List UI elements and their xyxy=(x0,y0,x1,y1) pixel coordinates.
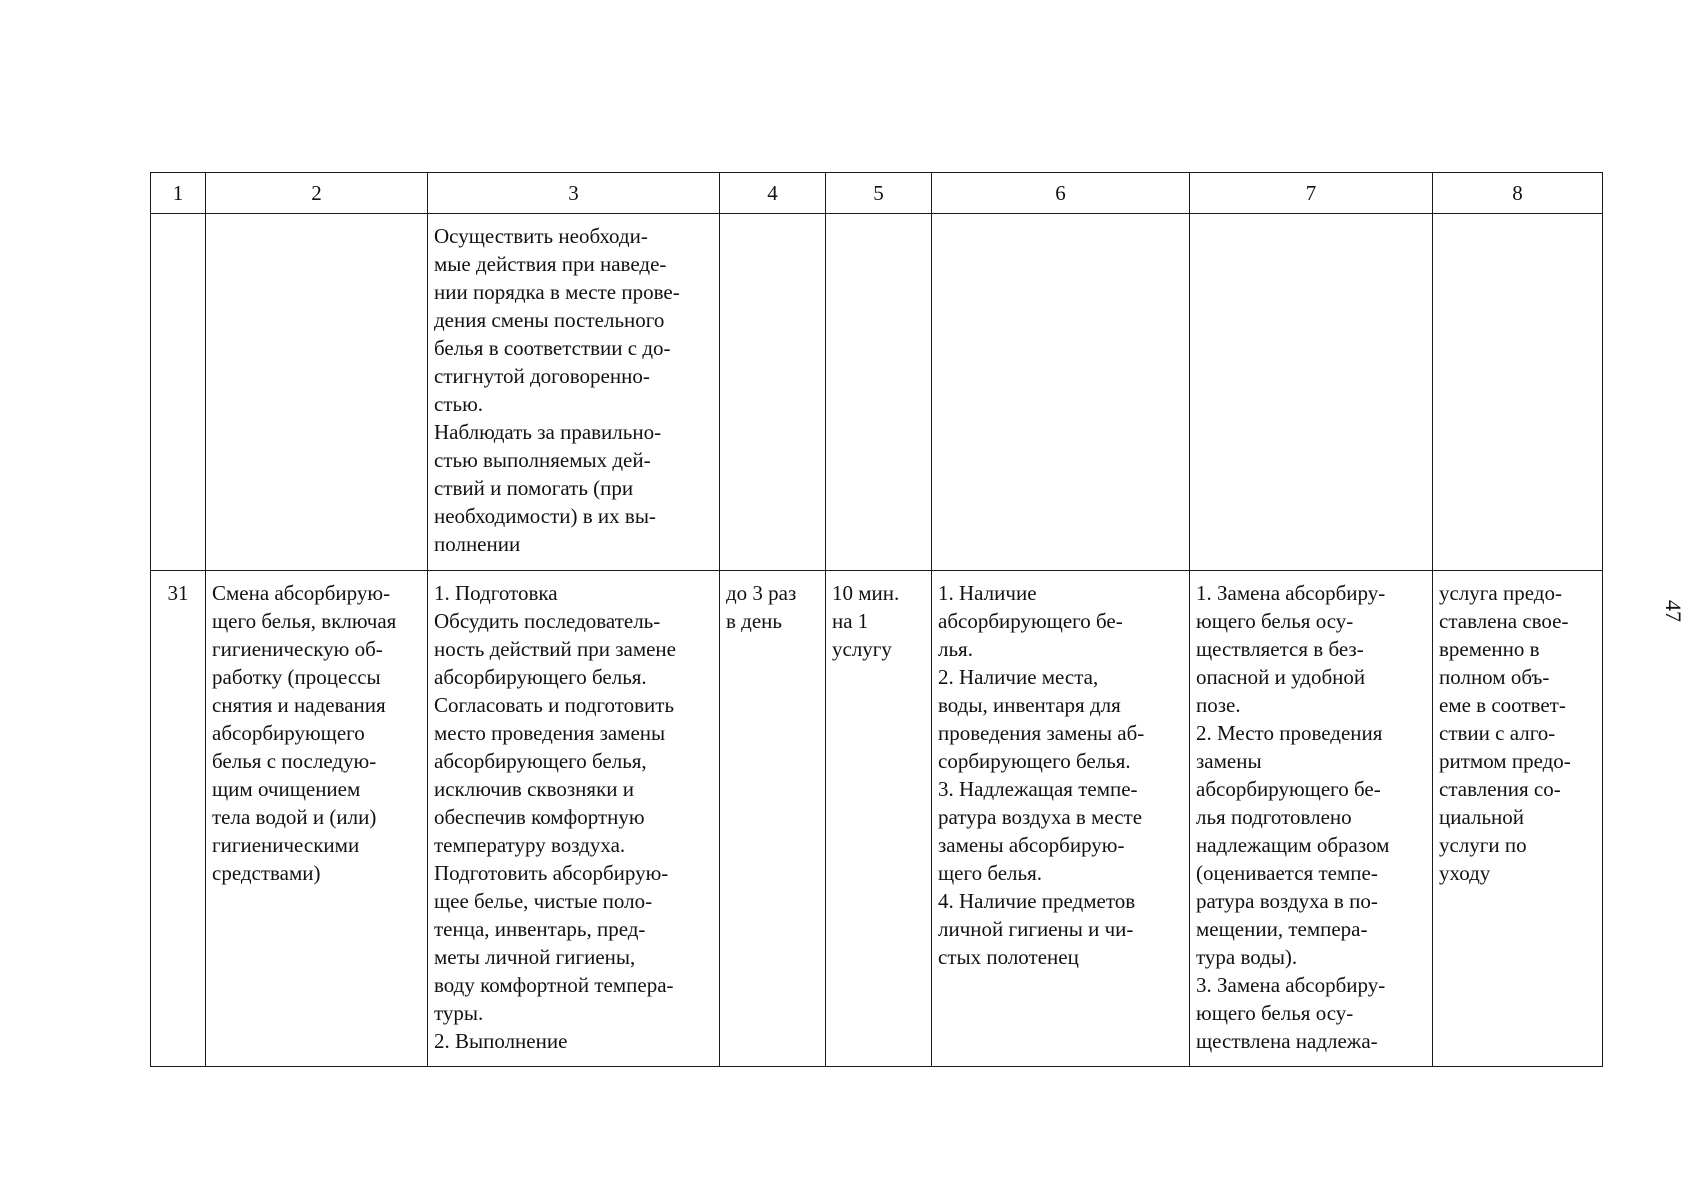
cell-text-line: исключив сквозняки и xyxy=(434,777,635,801)
cell-text-line: ществляется в без- xyxy=(1196,637,1364,661)
cell-text-line: воду комфортной темпера- xyxy=(434,973,674,997)
cell-text-line: замены абсорбирую- xyxy=(938,833,1125,857)
cell-text-line: щее белье, чистые поло- xyxy=(434,889,653,913)
cell-text-line: обеспечив комфортную xyxy=(434,805,645,829)
cell-text-line: услуга предо- xyxy=(1439,581,1562,605)
header-cell: 4 xyxy=(720,173,826,214)
header-cell: 7 xyxy=(1190,173,1433,214)
cell-text-line: стью. xyxy=(434,392,484,416)
cell-text-line: 10 мин. xyxy=(832,581,900,605)
cell-text-line: полнении xyxy=(434,532,521,556)
table-row-31 xyxy=(151,571,1603,1067)
cell-text-line: белья с последую- xyxy=(212,749,377,773)
cell-text-line: мые действия при наведе- xyxy=(434,252,667,276)
cell-text-line: тенца, инвентарь, пред- xyxy=(434,917,646,941)
cell-text-line: необходимости) в их вы- xyxy=(434,504,656,528)
cell-text-line: место проведения замены xyxy=(434,721,666,745)
procedure-cell xyxy=(428,571,720,1067)
cell-text-line: ющего белья осу- xyxy=(1196,1001,1354,1025)
cell-text-line: Обсудить последователь- xyxy=(434,609,661,633)
cell-text-line: 3. Замена абсорбиру- xyxy=(1196,973,1386,997)
cell-text-line: туры. xyxy=(434,1001,484,1025)
cell-text-line: ществлена надлежа- xyxy=(1196,1029,1378,1053)
header-cell: 5 xyxy=(826,173,932,214)
cell-text-line: абсорбирующего бе- xyxy=(938,609,1123,633)
cell-text-line: стигнутой договоренно- xyxy=(434,364,650,388)
cell-text-line: абсорбирующего xyxy=(212,721,365,745)
table-cell xyxy=(206,214,428,571)
cell-text-line: ставления со- xyxy=(1439,777,1561,801)
table-header-row xyxy=(151,173,1603,214)
services-table xyxy=(150,172,1603,1067)
cell-text-line: 1. Подготовка xyxy=(434,581,558,605)
cell-text-line: гигиеническими xyxy=(212,833,360,857)
cell-text-line: щего белья. xyxy=(938,861,1043,885)
table-cell xyxy=(1190,214,1433,571)
cell-text-line: стых полотенец xyxy=(938,945,1079,969)
cell-text-line: щего белья, включая xyxy=(212,609,397,633)
quality-indicators-cell xyxy=(1190,571,1433,1067)
cell-text-line: 2. Выполнение xyxy=(434,1029,568,1053)
cell-text-line: в день xyxy=(726,609,782,633)
service-name-cell xyxy=(206,571,428,1067)
duration-cell xyxy=(826,571,932,1067)
table-cell xyxy=(932,214,1190,571)
cell-text-line: временно в xyxy=(1439,637,1540,661)
cell-text-line: 4. Наличие предметов xyxy=(938,889,1136,913)
cell-text-line: ющего белья осу- xyxy=(1196,609,1354,633)
table-cell xyxy=(826,214,932,571)
cell-text-line: тела водой и (или) xyxy=(212,805,377,829)
cell-text-line: циальной xyxy=(1439,805,1525,829)
cell-text-line: Подготовить абсорбирую- xyxy=(434,861,669,885)
cell-text-line: опасной и удобной xyxy=(1196,665,1366,689)
cell-text-line: средствами) xyxy=(212,861,321,885)
row-number-cell: 31 xyxy=(151,571,206,1067)
cell-text-line: Согласовать и подготовить xyxy=(434,693,675,717)
cell-text-line: Осуществить необходи- xyxy=(434,224,648,248)
cell-text-line: ритмом предо- xyxy=(1439,749,1571,773)
cell-text-line: еме в соответ- xyxy=(1439,693,1566,717)
cell-text-line: воды, инвентаря для xyxy=(938,693,1121,717)
header-cell: 6 xyxy=(932,173,1190,214)
procedure-cell xyxy=(428,214,720,571)
cell-text-line: 1. Замена абсорбиру- xyxy=(1196,581,1386,605)
cell-text-line: мещении, темпера- xyxy=(1196,917,1368,941)
cell-text-line: ность действий при замене xyxy=(434,637,676,661)
conditions-cell xyxy=(932,571,1190,1067)
table-row-continuation xyxy=(151,214,1603,571)
cell-text-line: услуги по xyxy=(1439,833,1527,857)
cell-text-line: тура воды). xyxy=(1196,945,1298,969)
cell-text-line: абсорбирующего белья. xyxy=(434,665,647,689)
cell-text-line: меты личной гигиены, xyxy=(434,945,636,969)
cell-text-line: ствий и помогать (при xyxy=(434,476,634,500)
cell-text-line: ствии с алго- xyxy=(1439,721,1556,745)
cell-text-line: (оценивается темпе- xyxy=(1196,861,1378,885)
table-cell xyxy=(1433,214,1603,571)
cell-text-line: личной гигиены и чи- xyxy=(938,917,1134,941)
cell-text-line: щим очищением xyxy=(212,777,361,801)
cell-text-line: абсорбирующего бе- xyxy=(1196,777,1381,801)
cell-text-line: Смена абсорбирую- xyxy=(212,581,391,605)
cell-text-line: до 3 раз xyxy=(726,581,797,605)
cell-text-line: надлежащим образом xyxy=(1196,833,1390,857)
cell-text-line: сорбирующего белья. xyxy=(938,749,1131,773)
cell-text-line: стью выполняемых дей- xyxy=(434,448,651,472)
cell-text-line: гигиеническую об- xyxy=(212,637,383,661)
header-cell: 8 xyxy=(1433,173,1603,214)
cell-text-line: ставлена свое- xyxy=(1439,609,1569,633)
header-cell: 2 xyxy=(206,173,428,214)
cell-text-line: лья. xyxy=(938,637,973,661)
cell-text-line: ратура воздуха в по- xyxy=(1196,889,1378,913)
header-cell: 3 xyxy=(428,173,720,214)
cell-text-line: позе. xyxy=(1196,693,1241,717)
cell-text-line: услугу xyxy=(832,637,892,661)
cell-text-line: лья подготовлено xyxy=(1196,805,1352,829)
header-cell: 1 xyxy=(151,173,206,214)
cell-text-line: 2. Место проведения xyxy=(1196,721,1383,745)
cell-text-line: 1. Наличие xyxy=(938,581,1037,605)
cell-text-line: 3. Надлежащая темпе- xyxy=(938,777,1138,801)
cell-text-line: уходу xyxy=(1439,861,1491,885)
cell-text-line: дения смены постельного xyxy=(434,308,665,332)
result-cell xyxy=(1433,571,1603,1067)
cell-text-line: ратура воздуха в месте xyxy=(938,805,1143,829)
frequency-cell xyxy=(720,571,826,1067)
page-number: 47 xyxy=(1661,600,1686,622)
cell-text-line: Наблюдать за правильно- xyxy=(434,420,662,444)
cell-text-line: снятия и надевания xyxy=(212,693,386,717)
cell-text-line: проведения замены аб- xyxy=(938,721,1145,745)
cell-text-line: 2. Наличие места, xyxy=(938,665,1099,689)
cell-text-line: замены xyxy=(1196,749,1262,773)
cell-text-line: температуру воздуха. xyxy=(434,833,626,857)
cell-text-line: работку (процессы xyxy=(212,665,381,689)
cell-text-line: нии порядка в месте прове- xyxy=(434,280,680,304)
table-cell xyxy=(151,214,206,571)
cell-text-line: полном объ- xyxy=(1439,665,1550,689)
cell-text-line: абсорбирующего белья, xyxy=(434,749,647,773)
table-cell xyxy=(720,214,826,571)
cell-text-line: на 1 xyxy=(832,609,869,633)
cell-text-line: белья в соответствии с до- xyxy=(434,336,671,360)
